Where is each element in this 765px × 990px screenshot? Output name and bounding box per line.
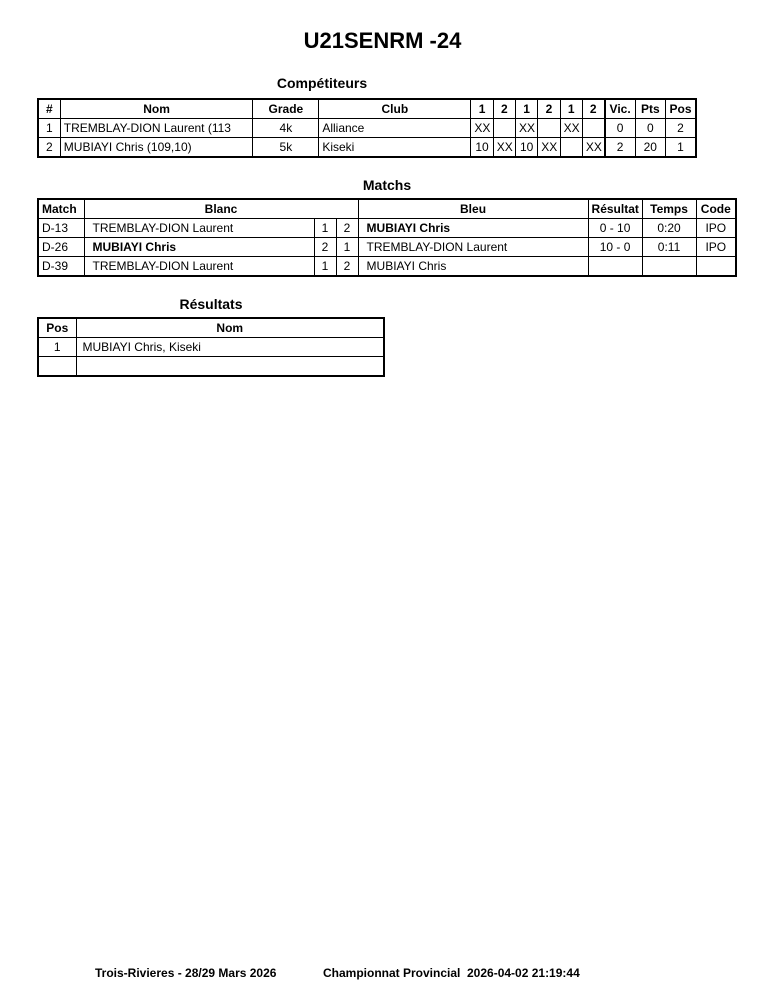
competitor-pos: 2 [665,119,696,138]
result-pos [38,357,76,377]
match-id: D-26 [38,238,84,257]
results-section-title: Résultats [179,296,243,312]
header-score-4: 2 [538,99,560,119]
match-bleu-num: 1 [336,238,358,257]
match-blanc: TREMBLAY-DION Laurent [84,257,314,277]
header-nom: Nom [76,318,384,338]
match-time: 0:11 [642,238,696,257]
competitor-row [38,119,696,138]
header-pos: Pos [38,318,76,338]
matches-section-title: Matchs [362,177,412,193]
results-header-row [38,318,384,338]
match-code [696,257,736,277]
competitor-grade: 5k [253,138,319,158]
competitors-table [37,98,697,158]
header-blanc: Blanc [84,199,358,219]
header-pts: Pts [635,99,665,119]
result-row [38,338,384,357]
competitor-score [560,138,582,158]
competitor-row [38,138,696,158]
competitor-score: XX [582,138,604,158]
matches-table [37,198,737,277]
match-bleu: MUBIAYI Chris [358,257,588,277]
match-row [38,219,736,238]
match-time: 0:20 [642,219,696,238]
match-bleu-num: 2 [336,219,358,238]
competitor-score [493,119,515,138]
competitor-vic: 2 [605,138,635,158]
match-id: D-39 [38,257,84,277]
match-bleu-num: 2 [336,257,358,277]
competitor-score: XX [493,138,515,158]
header-bleu: Bleu [358,199,588,219]
competitor-name: MUBIAYI Chris (109,10) [60,138,253,158]
competitor-club: Kiseki [319,138,471,158]
match-blanc: TREMBLAY-DION Laurent [84,219,314,238]
header-score-1: 1 [471,99,493,119]
header-resultat: Résultat [588,199,642,219]
match-code: IPO [696,219,736,238]
competitor-score: XX [560,119,582,138]
match-result: 10 - 0 [588,238,642,257]
competitor-name: TREMBLAY-DION Laurent (113 [60,119,253,138]
competitor-pts: 20 [635,138,665,158]
result-name [76,357,384,377]
match-id: D-13 [38,219,84,238]
match-time [642,257,696,277]
match-result: 0 - 10 [588,219,642,238]
competitors-header-row [38,99,696,119]
result-row [38,357,384,377]
competitor-score: 10 [471,138,493,158]
competitor-club: Alliance [319,119,471,138]
competitor-score: 10 [515,138,537,158]
match-row [38,238,736,257]
result-pos: 1 [38,338,76,357]
competitors-section-title: Compétiteurs [276,75,368,91]
match-result [588,257,642,277]
competitor-pos: 1 [665,138,696,158]
header-temps: Temps [642,199,696,219]
competitor-score [582,119,604,138]
header-name: Nom [60,99,253,119]
header-grade: Grade [253,99,319,119]
matches-header-row [38,199,736,219]
competitor-pts: 0 [635,119,665,138]
header-score-6: 2 [582,99,604,119]
header-code: Code [696,199,736,219]
header-vic: Vic. [605,99,635,119]
page-title: U21SENRM -24 [303,28,462,53]
match-row [38,257,736,277]
footer-event: Championnat Provincial [323,966,461,980]
competitor-score: XX [515,119,537,138]
header-match: Match [38,199,84,219]
footer-timestamp: 2026-04-02 21:19:44 [467,966,580,980]
match-bleu: MUBIAYI Chris [358,219,588,238]
competitor-score: XX [471,119,493,138]
results-table [37,317,385,377]
competitor-num: 2 [38,138,60,158]
match-blanc: MUBIAYI Chris [84,238,314,257]
match-blanc-num: 1 [314,257,336,277]
competitor-num: 1 [38,119,60,138]
competitor-grade: 4k [253,119,319,138]
match-code: IPO [696,238,736,257]
header-score-3: 1 [515,99,537,119]
header-club: Club [319,99,471,119]
footer-location: Trois-Rivieres - 28/29 Mars 2026 [95,966,277,980]
competitor-vic: 0 [605,119,635,138]
header-num: # [38,99,60,119]
match-blanc-num: 1 [314,219,336,238]
header-pos: Pos [665,99,696,119]
competitor-score [538,119,560,138]
match-blanc-num: 2 [314,238,336,257]
header-score-2: 2 [493,99,515,119]
competitor-score: XX [538,138,560,158]
result-name: MUBIAYI Chris, Kiseki [76,338,384,357]
match-bleu: TREMBLAY-DION Laurent [358,238,588,257]
header-score-5: 1 [560,99,582,119]
